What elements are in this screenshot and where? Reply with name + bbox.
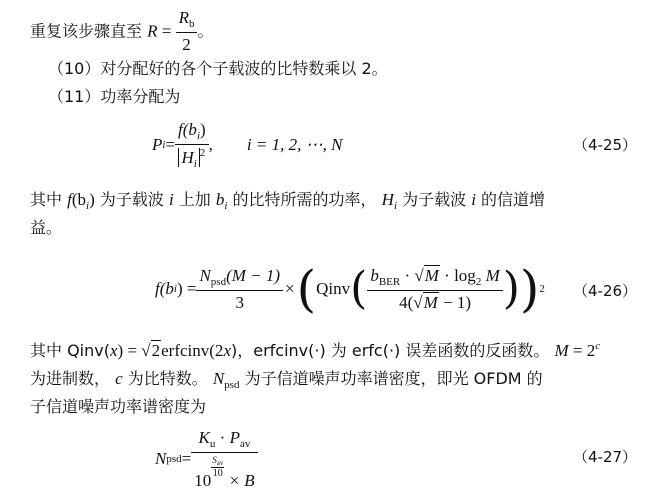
eq25-num: f(b (178, 120, 197, 139)
para1-b: b (215, 190, 225, 209)
eq-number-4-27: （4-27） (573, 448, 638, 466)
eq27-exponent-fraction (211, 455, 224, 479)
eq26-lhs-sub: i (173, 283, 177, 295)
frac-num-R: R (178, 8, 189, 27)
para2-N-sub: psd (224, 379, 240, 391)
paragraph-1-line-1 (30, 189, 545, 212)
eq26-inner-M: M (424, 265, 439, 285)
para1-H: H (381, 190, 394, 209)
eq27-N-sub: psd (166, 453, 182, 465)
para2-c2: c (115, 369, 123, 388)
eq27-exp-10: 10 (212, 467, 223, 479)
eq27-K-sub: u (209, 437, 216, 450)
step-10: （10）对分配好的各个子载波的比特数乘以 2。 (48, 59, 388, 78)
eq25-den-H: H (181, 148, 194, 167)
equals: = (157, 21, 176, 41)
eq27-den-10: 10 (194, 470, 212, 490)
eq27-fraction (191, 428, 257, 491)
eq26-inner-dot: · (400, 265, 415, 285)
para1-p5: 为子载波 (402, 190, 467, 209)
eq27-dot: · (215, 427, 230, 447)
para1-b-sub: i (224, 200, 228, 212)
eq26-inner-log: · log (439, 265, 476, 285)
eq25-fraction (175, 120, 209, 170)
frac-den: 2 (176, 32, 198, 55)
eq26-inner-den-rest: − 1) (438, 292, 471, 312)
eq26-inner-den-M: M (423, 292, 438, 312)
equation-4-26 (155, 252, 545, 326)
para2-p1: 其中 Qinv( (30, 341, 110, 360)
eq-number-4-26: （4-26） (573, 282, 638, 300)
para2-M: M (554, 341, 569, 360)
para1-H-sub: i (393, 200, 397, 212)
para2-sqrt: √ (141, 341, 151, 360)
eq26-num-rest: (M − 1) (226, 265, 281, 285)
para2-x2: x (223, 341, 231, 360)
eq25-equals: = (165, 135, 176, 154)
eq25-num-sub: i (196, 130, 200, 142)
para2-c-sup: c (595, 340, 601, 352)
line-1-end: 。 (197, 21, 214, 41)
eq27-P-sub: av (239, 437, 251, 450)
para2-p2: ) = (117, 341, 142, 360)
eq27-exp-S-sub: av (216, 458, 224, 467)
para1-fb-close: ) (89, 190, 95, 209)
equation-4-27 (155, 428, 258, 490)
eq26-inner-den: 4( (399, 292, 414, 312)
para2-p4: )，erfcinv(·) 为 erfc(·) 误差函数的反函数。 (230, 341, 550, 360)
eq25-den-sup: 2 (199, 147, 206, 159)
eq25-P: P (152, 135, 163, 154)
eq27-equals: = (181, 449, 192, 468)
eq27-N: N (155, 449, 167, 468)
equation-4-25 (152, 120, 342, 170)
eq27-den-rest: × B (224, 470, 255, 490)
eq26-inner-den-sqrt: √ (413, 292, 423, 312)
para1-p6: 的信道增 (481, 190, 546, 209)
eq26-inner-right-paren: ) (502, 263, 520, 314)
eq25-den-sub: i (193, 158, 197, 170)
eq26-inner-log-sub: 2 (475, 275, 482, 288)
line-1 (30, 8, 214, 54)
para1-fb-sub: i (86, 200, 90, 212)
para2-p6: 为进制数， (30, 369, 111, 388)
eq-number-4-25: （4-25） (573, 136, 638, 154)
para1-f: f (67, 190, 72, 209)
eq26-right-paren: ) (519, 260, 540, 318)
eq25-P-sub: i (162, 139, 166, 151)
step-11: （11）功率分配为 (48, 87, 181, 106)
var-R: R (147, 21, 158, 41)
para2-p8: 为子信道噪声功率谱密度，即光 OFDM 的 (244, 369, 543, 388)
paragraph-1-line-2: 益。 (30, 218, 63, 237)
eq25-num-close: ) (200, 120, 206, 139)
paragraph-2-line-1 (30, 340, 600, 362)
eq26-lhs: f(b (155, 279, 174, 298)
eq26-inner-left-paren: ( (350, 263, 368, 314)
eq25-comma: , (208, 135, 213, 154)
eq26-inner-b: b (370, 265, 379, 285)
eq26-sup: 2 (539, 283, 545, 295)
para1-i1: i (168, 190, 174, 209)
eq26-times: × (285, 279, 295, 298)
eq25-range: i = 1, 2, ⋯, N (246, 135, 343, 154)
eq27-K: K (198, 427, 210, 447)
eq26-left-paren: ( (296, 260, 317, 318)
para1-p1: 其中 (30, 190, 63, 209)
paragraph-2-line-2 (30, 368, 543, 391)
eq26-inner-b-sub: BER (378, 275, 401, 288)
eq26-fraction-2 (367, 266, 502, 313)
para2-x: x (109, 341, 118, 360)
para1-p4: 的比特所需的功率， (232, 190, 377, 209)
eq26-num-N: N (199, 265, 211, 285)
eq25-abs (178, 148, 199, 170)
para1-fb: (b (71, 190, 87, 209)
para2-sqrt2: 2 (151, 341, 161, 360)
eq26-num-N-sub: psd (210, 275, 227, 288)
para1-p2: 为子载波 (99, 190, 164, 209)
para1-i2: i (471, 190, 476, 209)
eq26-fraction-1 (196, 266, 283, 313)
line-1-text: 重复该步骤直至 (30, 21, 143, 41)
para2-p5: = 2 (568, 341, 596, 360)
eq26-inner-M2: M (481, 265, 500, 285)
paragraph-2-line-3: 子信道噪声功率谱密度为 (30, 397, 207, 416)
para1-p3: 上加 (178, 190, 211, 209)
para2-p7: 为比特数。 (127, 369, 208, 388)
eq27-exp-S: S (212, 454, 217, 465)
eq27-P: P (229, 427, 240, 447)
fraction-R-over-2 (176, 8, 198, 55)
para2-p3: erfcinv(2 (161, 341, 224, 360)
para2-N: N (212, 369, 225, 388)
eq26-qinv: Qinv (316, 279, 351, 298)
frac-num-sub: b (188, 18, 195, 30)
eq26-lhs-close: ) = (176, 279, 197, 298)
eq26-sqrt-sign: √ (414, 265, 424, 285)
eq26-den: 3 (196, 290, 283, 313)
